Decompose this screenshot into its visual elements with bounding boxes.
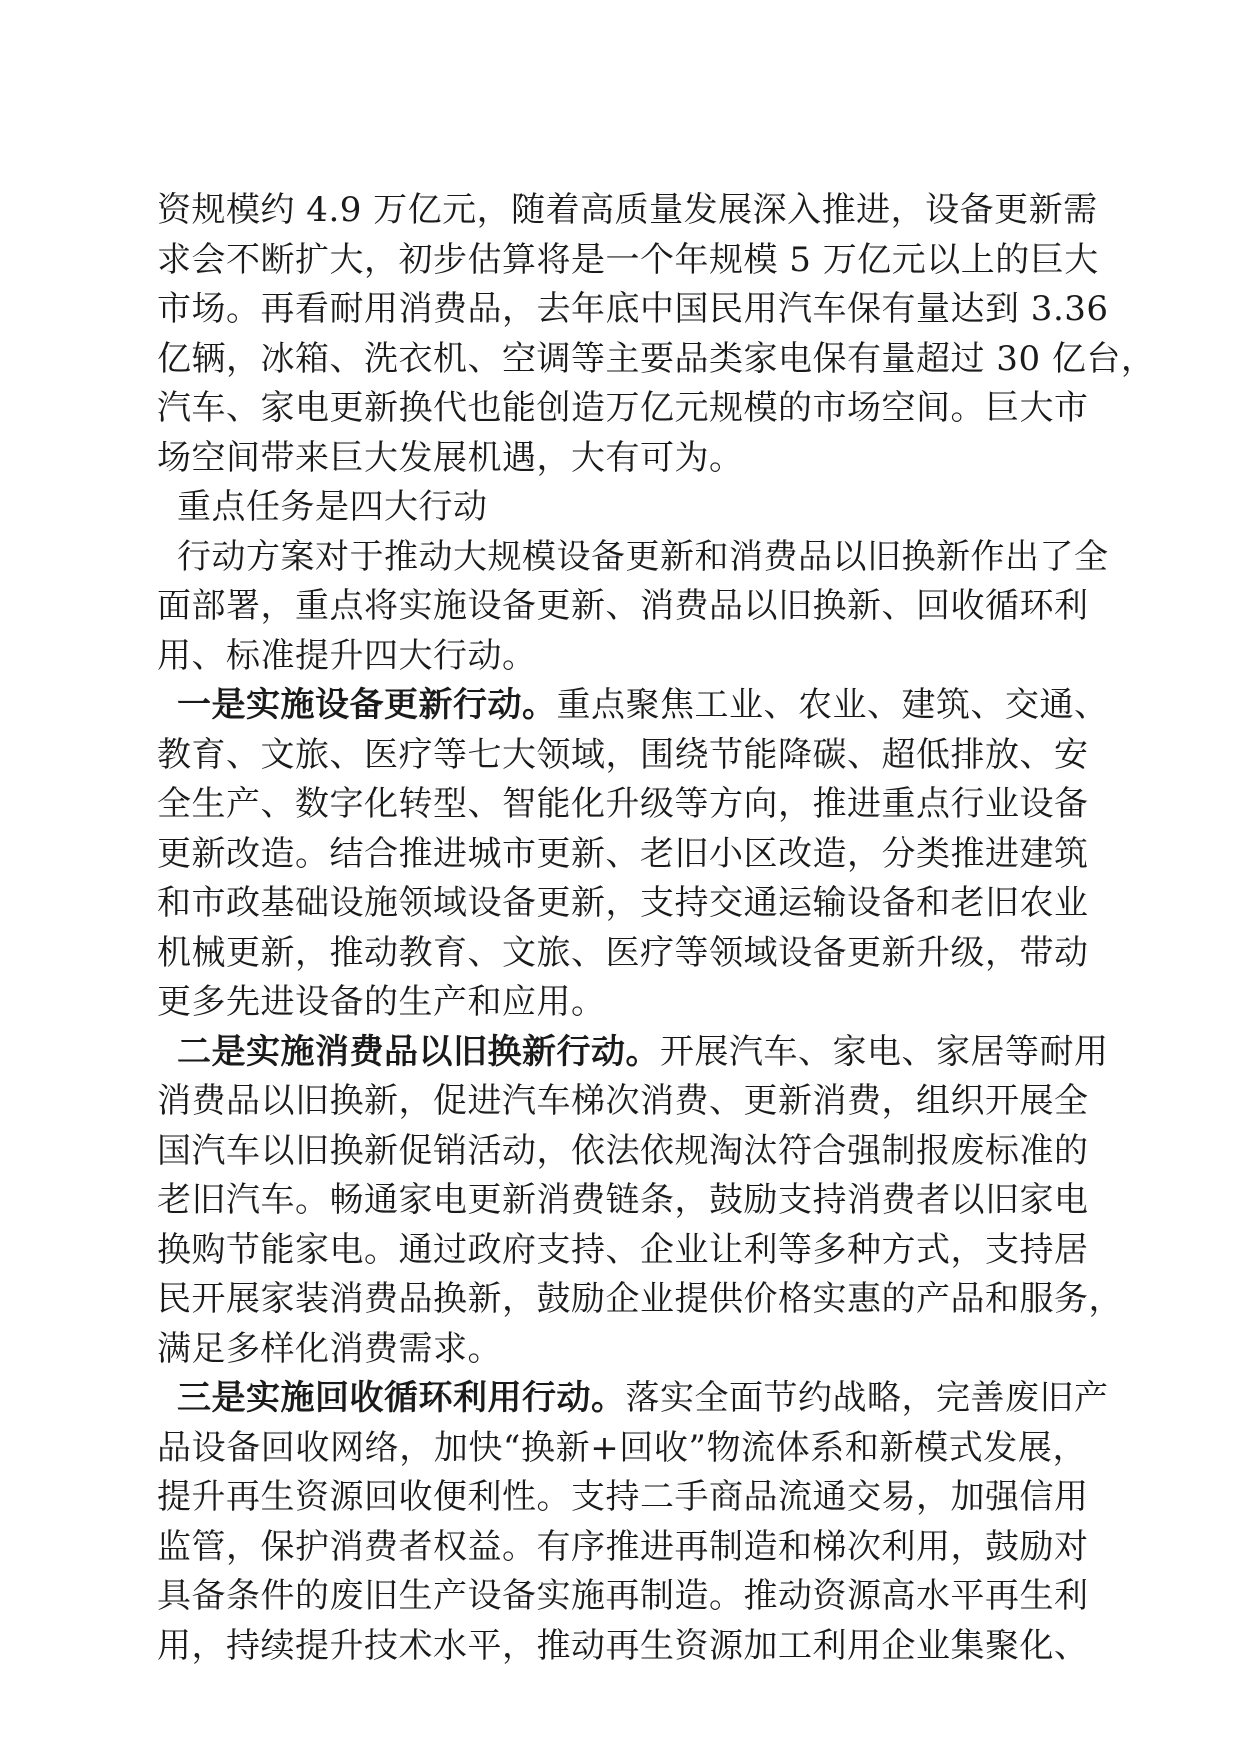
paragraph-recycling bbox=[157, 1374, 1109, 1671]
text-line: 教育、文旅、医疗等七大领域，围绕节能降碳、超低排放、安 bbox=[157, 734, 1089, 775]
text-line bbox=[157, 681, 1109, 731]
section-heading: 重点任务是四大行动 bbox=[177, 487, 488, 527]
text-line: 用，持续提升技术水平，推动再生资源加工利用企业集聚化、 bbox=[157, 1625, 1089, 1666]
text-line: 老旧汽车。畅通家电更新消费链条，鼓励支持消费者以旧家电 bbox=[157, 1180, 1089, 1220]
text-line: 面部署，重点将实施设备更新、消费品以旧换新、回收循环利 bbox=[157, 586, 1089, 626]
paragraph-trade-in bbox=[157, 1028, 1123, 1375]
text-line: 行动方案对于推动大规模设备更新和消费品以旧换新作出了全 bbox=[177, 536, 1109, 577]
text-line: 市场。再看耐用消费品，去年底中国民用汽车保有量达到 3.36 bbox=[157, 289, 1109, 329]
text-line: 品设备回收网络，加快“换新+回收”物流体系和新模式发展， bbox=[157, 1427, 1087, 1468]
text-line bbox=[157, 1374, 1109, 1424]
text-line: 民开展家装消费品换新，鼓励企业提供价格实惠的产品和服务， bbox=[157, 1279, 1123, 1319]
text-line bbox=[157, 1028, 1109, 1078]
text-line: 满足多样化消费需求。 bbox=[157, 1328, 502, 1369]
paragraph-lead: 三是实施回收循环利用行动。 bbox=[177, 1378, 626, 1418]
text-line: 求会不断扩大，初步估算将是一个年规模 5 万亿元以上的巨大 bbox=[157, 239, 1099, 280]
text-line: 亿辆，冰箱、洗衣机、空调等主要品类家电保有量超过 30 亿台， bbox=[157, 338, 1156, 379]
text-line: 资规模约 4.9 万亿元，随着高质量发展深入推进，设备更新需 bbox=[157, 190, 1098, 230]
text-line: 国汽车以旧换新促销活动，依法依规淘汰符合强制报废标准的 bbox=[157, 1130, 1089, 1171]
text-line: 汽车、家电更新换代也能创造万亿元规模的市场空间。巨大市 bbox=[157, 388, 1089, 428]
text-line: 场空间带来巨大发展机遇，大有可为。 bbox=[157, 437, 744, 478]
text-line: 机械更新，推动教育、文旅、医疗等领域设备更新升级，带动 bbox=[157, 932, 1089, 973]
paragraph-action-plan bbox=[157, 533, 1109, 682]
paragraph-lead: 一是实施设备更新行动。 bbox=[177, 685, 557, 725]
document-page bbox=[157, 186, 1156, 1671]
paragraph-equipment-renewal bbox=[157, 681, 1109, 1028]
text-span: 开展汽车、家电、家居等耐用 bbox=[660, 1031, 1109, 1072]
text-line: 监管，保护消费者权益。有序推进再制造和梯次利用，鼓励对 bbox=[157, 1526, 1089, 1567]
text-line: 更多先进设备的生产和应用。 bbox=[157, 982, 606, 1022]
paragraph-lead: 二是实施消费品以旧换新行动。 bbox=[177, 1031, 660, 1072]
text-line: 提升再生资源回收便利性。支持二手商品流通交易，加强信用 bbox=[157, 1477, 1089, 1517]
text-span: 重点聚焦工业、农业、建筑、交通、 bbox=[556, 685, 1109, 725]
text-line: 更新改造。结合推进城市更新、老旧小区改造，分类推进建筑 bbox=[157, 833, 1089, 874]
text-line: 用、标准提升四大行动。 bbox=[157, 635, 537, 676]
text-line: 消费品以旧换新，促进汽车梯次消费、更新消费，组织开展全 bbox=[157, 1081, 1089, 1121]
text-line: 换购节能家电。通过政府支持、企业让利等多种方式，支持居 bbox=[157, 1229, 1089, 1270]
text-span: 落实全面节约战略，完善废旧产 bbox=[625, 1378, 1109, 1418]
text-line: 全生产、数字化转型、智能化升级等方向，推进重点行业设备 bbox=[157, 784, 1089, 824]
text-line: 和市政基础设施领域设备更新，支持交通运输设备和老旧农业 bbox=[157, 883, 1089, 923]
text-line: 具备条件的废旧生产设备实施再制造。推动资源高水平再生利 bbox=[157, 1576, 1089, 1616]
paragraph-market-scale bbox=[157, 186, 1156, 483]
